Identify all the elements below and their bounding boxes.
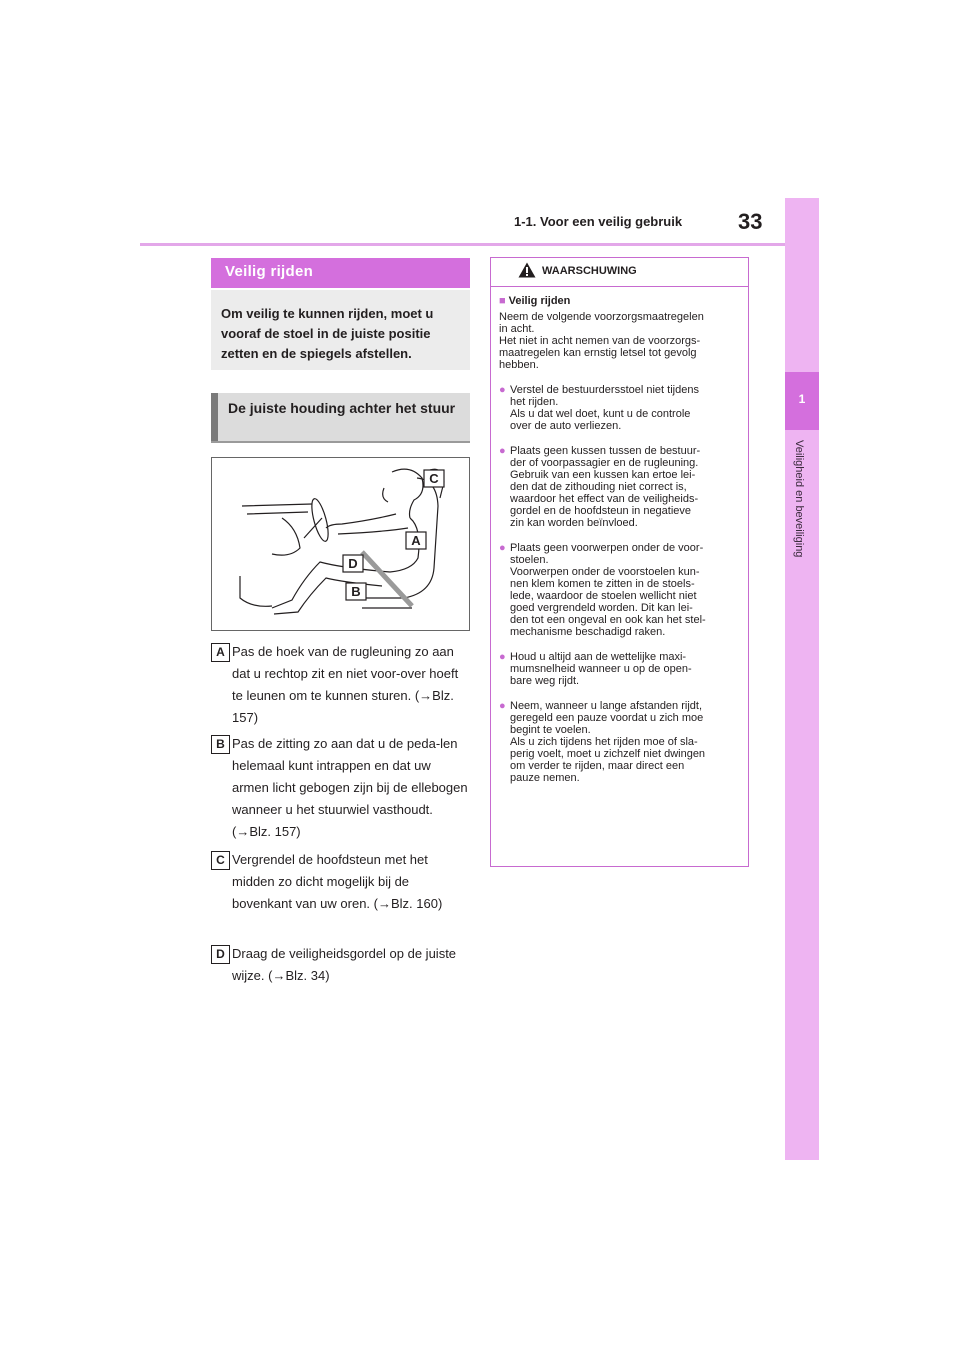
warning-bullet	[499, 700, 740, 784]
item-text: Draag de veiligheidsgordel op de juiste wijze. (→Blz. 34)	[232, 946, 457, 983]
bullet-dot-icon: ●	[499, 651, 506, 663]
item-text: Pas de zitting zo aan dat u de peda-len helemaal kunt intrappen en dat uw armen licht gebogen zijn bij de ellebogen wanneer u het stuurwiel vasthoudt. (→Blz. 157)	[232, 736, 468, 839]
header-rule	[140, 243, 785, 246]
warning-intro: Neem de volgende voorzorgsmaatregelen in acht. Het niet in acht nemen van de voorzorgs- maatregelen kan ernstig letsel tot gevolg hebben.	[499, 311, 704, 371]
page-number: 33	[738, 209, 763, 234]
chapter-side-tab	[785, 198, 819, 1160]
list-item	[211, 943, 471, 987]
square-bullet-icon: ■	[499, 295, 506, 307]
chapter-label: Veiligheid en beveiliging	[793, 440, 805, 558]
warning-title: WAARSCHUWING	[542, 265, 637, 277]
intro-box	[211, 290, 470, 370]
item-marker: B	[211, 735, 230, 754]
item-marker: D	[211, 945, 230, 964]
item-text: Pas de hoek van de rugleuning zo aan dat u rechtop zit en niet voor-over hoeft te leunen om te kunnen sturen. (→Blz. 157)	[232, 644, 459, 725]
bullet-dot-icon: ●	[499, 700, 506, 712]
warning-heading-text: Veilig rijden	[508, 295, 571, 307]
driving-posture-illustration	[211, 457, 470, 631]
section-heading	[211, 258, 470, 288]
intro-text: Om veilig te kunnen rijden, moet u vooraf de stoel in de juiste positie zetten en de spiegels afstellen.	[221, 306, 434, 361]
warning-bullet	[499, 542, 740, 638]
warning-bullet-text: Verstel de bestuurdersstoel niet tijdens het rijden. Als u dat wel doet, kunt u de controle over de auto verliezen.	[510, 384, 699, 432]
warning-triangle-icon	[518, 262, 536, 278]
warning-bullet	[499, 384, 740, 432]
section-title: 1-1. Voor een veilig gebruik	[514, 214, 683, 229]
driving-posture-drawing	[212, 458, 469, 630]
warning-bullet-text: Houd u altijd aan de wettelijke maxi- mumsnelheid wanneer u op de open- bare weg rijdt.	[510, 651, 692, 687]
subheading-text: De juiste houding achter het stuur	[228, 400, 456, 416]
subheading-stripe	[211, 393, 218, 441]
list-item	[211, 641, 471, 729]
chapter-number: 1	[798, 392, 806, 406]
item-marker: C	[211, 851, 230, 870]
bullet-dot-icon: ●	[499, 542, 506, 554]
bullet-dot-icon: ●	[499, 384, 506, 396]
figure-label-d: D	[348, 556, 358, 571]
section-heading-text: Veilig rijden	[225, 263, 314, 280]
figure-label-c: C	[429, 471, 439, 486]
list-item	[211, 849, 471, 915]
warning-heading	[499, 295, 740, 307]
warning-bullet	[499, 651, 740, 687]
warning-bullet-text: Neem, wanneer u lange afstanden rijdt, geregeld een pauze voordat u zich moe begint te voelen. Als u zich tijdens het rijden moe of sla- perig voelt, moet u zichzelf niet dwingen om verder te rijden, maar direct een pauze nemen.	[510, 700, 706, 784]
list-item	[211, 733, 471, 843]
subheading-box	[211, 393, 470, 443]
warning-body	[491, 287, 748, 784]
figure-label-b: B	[351, 584, 361, 599]
warning-box	[490, 257, 749, 867]
figure-label-a: A	[411, 533, 421, 548]
item-text: Vergrendel de hoofdsteun met het midden zo dicht mogelijk bij de bovenkant van uw oren. (→Blz. 160)	[232, 852, 443, 911]
item-marker: A	[211, 643, 230, 662]
warning-bullet-text: Plaats geen kussen tussen de bestuur- der of voorpassagier en de rugleuning. Gebruik van een kussen kan ertoe lei- den dat de zithouding niet correct is, waardoor het effect van de veiligheids- gordel en de hoofdsteun in negatieve zin kan worden beïnvloed.	[510, 445, 701, 529]
warning-bullet-text: Plaats geen voorwerpen onder de voor- stoelen. Voorwerpen onder de voorstoelen kun- nen klem komen te zitten in de stoels- lede, waardoor de stoelen wellicht niet goed vergrendeld worden. Dit kan lei- den tot een ongeval en ook kan het stel- mechanisme beschadigd raken.	[510, 542, 706, 638]
warning-bullet	[499, 445, 740, 529]
bullet-dot-icon: ●	[499, 445, 506, 457]
warning-header	[491, 258, 748, 287]
